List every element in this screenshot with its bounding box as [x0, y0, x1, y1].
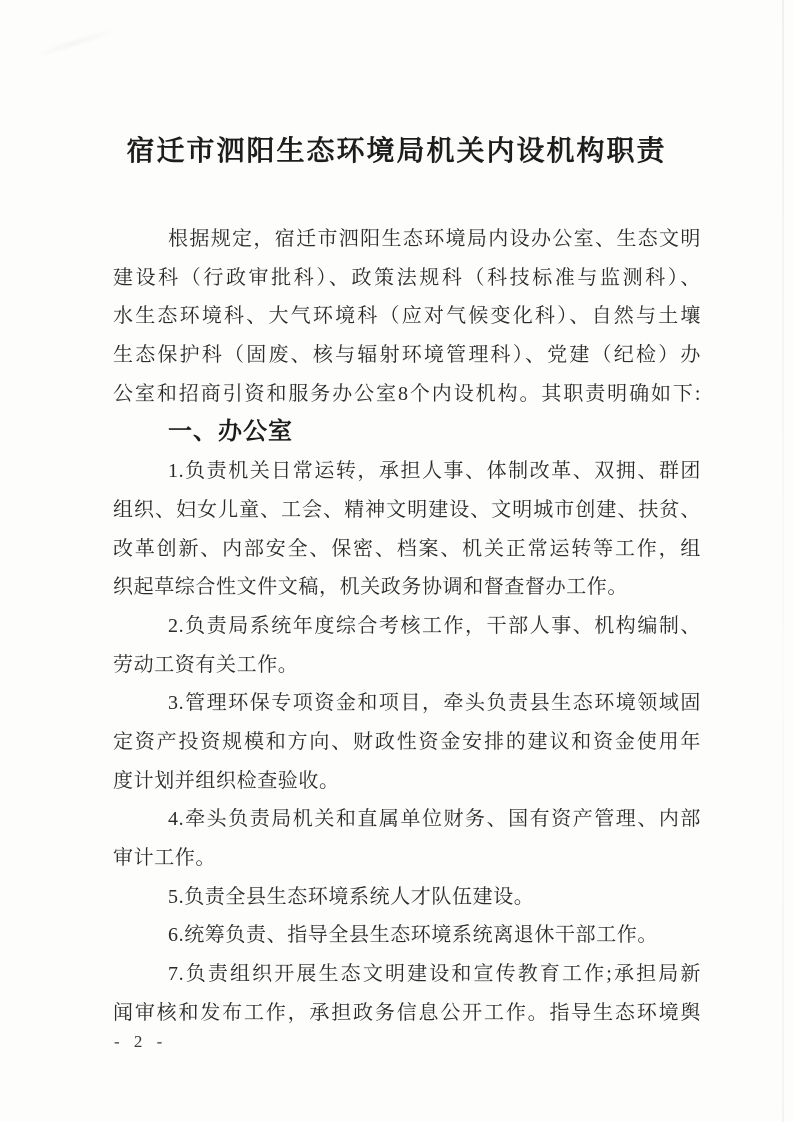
text-line: 根据规定，宿迁市泗阳生态环境局内设办公室、生态文明: [168, 228, 701, 250]
text-line: 定资产投资规模和方向、财政性资金安排的建议和资金使用年: [113, 730, 701, 753]
text-line: 3.管理环保专项资金和项目，牵头负责县生态环境领域固: [168, 692, 701, 715]
duty-item-5: [113, 878, 701, 917]
section-heading-office: [113, 413, 701, 452]
duty-item-2: [113, 607, 701, 684]
text-line: 5.负责全县生态环境系统人才队伍建设。: [168, 885, 535, 908]
duty-item-6: [113, 916, 701, 955]
text-line: 6.统筹负责、指导全县生态环境系统离退休干部工作。: [168, 924, 658, 947]
text-line: 2.负责局系统年度综合考核工作，干部人事、机构编制、: [168, 614, 701, 637]
text-line: 劳动工资有关工作。: [113, 653, 299, 676]
text-line: 改革创新、内部安全、保密、档案、机关正常运转等工作，组: [113, 537, 701, 560]
text-line: 1.负责机关日常运转，承担人事、体制改革、双拥、群团: [168, 460, 701, 483]
text-line: 建设科（行政审批科）、政策法规科（科技标准与监测科）、: [113, 266, 701, 289]
intro-paragraph: [113, 220, 701, 413]
text-line: 4.牵头负责局机关和直属单位财务、国有资产管理、内部: [168, 808, 701, 831]
text-line: 7.负责组织开展生态文明建设和宣传教育工作;承担局新: [168, 963, 701, 986]
text-line: 生态保护科（固废、核与辐射环境管理科）、党建（纪检）办: [113, 344, 701, 367]
duty-item-1: [113, 452, 701, 607]
document-title: 宿迁市泗阳生态环境局机关内设机构职责: [126, 136, 667, 167]
text-line: 组织、妇女儿童、工会、精神文明建设、文明城市创建、扶贫、: [113, 498, 701, 521]
text-line: 闻审核和发布工作，承担政务信息公开工作。指导生态环境舆: [113, 1001, 701, 1024]
text-line: 水生态环境科、大气环境科（应对气候变化科）、自然与土壤: [113, 305, 701, 328]
duty-item-7: [113, 955, 701, 1032]
text-line: 织起草综合性文件文稿，机关政务协调和督查督办工作。: [113, 576, 628, 599]
page-number: - 2 -: [114, 1032, 168, 1051]
duty-item-4: [113, 800, 701, 877]
text-line: 审计工作。: [113, 847, 216, 869]
text-line: 一、办公室: [168, 418, 293, 446]
text-line: 度计划并组织检查验收。: [113, 769, 340, 792]
duty-item-3: [113, 684, 701, 800]
document-body: [113, 220, 701, 1032]
text-line: 公室和招商引资和服务办公室8个内设机构。其职责明确如下:: [113, 382, 701, 405]
